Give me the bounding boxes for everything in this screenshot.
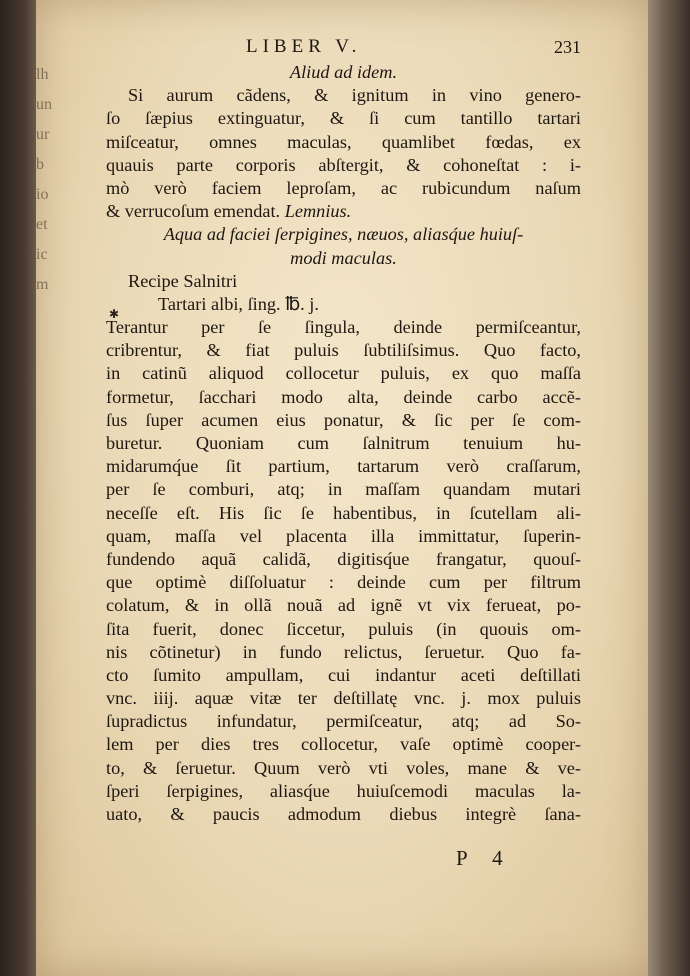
bleed-glyph: ur — [36, 126, 50, 143]
section-heading: modi maculas. — [290, 247, 397, 268]
book-page — [36, 0, 648, 976]
section-heading: Aqua ad faciei ſerpigines, næuos, aliasq́ue huiuſ- — [163, 224, 524, 245]
signature-mark: P 4 — [456, 846, 513, 870]
citation-author: Lemnius. — [284, 201, 352, 222]
text-fragment: & verrucoſum emendat. — [106, 201, 281, 222]
bleed-glyph: un — [36, 96, 52, 113]
text-line: que optimè diſſoluatur : deinde cum per filtrum — [106, 572, 581, 593]
text-line: neceſſe eſt. His ſic ſe habentibus, in ſcutellam ali- — [106, 502, 581, 523]
text-line: vnc. iiij. aquæ vitæ ter deſtillatę vnc. j. mox puluis — [106, 688, 581, 709]
text-line: in catinũ aliquod collocetur puluis, ex quo maſſa — [106, 363, 581, 384]
text-line: per ſe comburi, atq; in maſſam quandam mutari — [106, 479, 581, 500]
recipe-line: Recipe Salnitri — [128, 270, 238, 291]
text-line: mò verò faciem leproſam, ac rubicundum naſum — [106, 177, 581, 198]
bleed-glyph: io — [36, 186, 49, 203]
text-line: fundendo aquã calidã, digitisq́ue frangatur, quouſ- — [106, 548, 581, 569]
running-title: LIBER V. — [246, 36, 362, 57]
recipe-line: Tartari albi, ſing. ℔. j. — [158, 293, 319, 314]
text-line: ſupradictus infundatur, permiſceatur, atq; ad So- — [106, 711, 581, 732]
section-heading: Aliud ad idem. — [289, 62, 398, 82]
bleed-glyph: b — [36, 156, 44, 173]
bleed-glyph: m — [36, 276, 49, 293]
left-page-edge — [0, 0, 36, 976]
asterisk-mark: ✱ — [109, 307, 120, 321]
bleed-glyph: lh — [36, 66, 49, 83]
text-line: cto ſumito ampullam, cui indantur aceti deſtillati — [106, 664, 581, 685]
page-text — [106, 33, 581, 826]
text-line: Terantur per ſe ſingula, deinde permiſceantur, — [106, 317, 581, 338]
text-line: nis cõtinetur) in fundo relictus, ſeruetur. Quo fa- — [106, 641, 581, 662]
bleed-glyph: et — [36, 216, 48, 233]
text-line: colatum, & in ollã nouã ad ignẽ vt vix ferueat, po- — [106, 595, 581, 616]
running-header — [106, 33, 581, 61]
text-line: lem per dies tres collocetur, vaſe optimè cooper- — [106, 734, 581, 755]
margin-bleed-through — [36, 60, 56, 330]
text-line: quauis parte corporis abſtergit, & cohoneſtat : i- — [106, 154, 581, 175]
text-line: cribrentur, & fiat puluis ſubtiliſsimus. Quo facto, — [106, 340, 581, 361]
text-line: formetur, ſacchari modo alta, deinde carbo accẽ- — [106, 386, 581, 407]
text-line: buretur. Quoniam cum ſalnitrum tenuium hu- — [106, 433, 581, 453]
text-line: ſo ſæpius extinguatur, & ſi cum tantillo tartari — [106, 108, 581, 129]
text-line: Si aurum cãdens, & ignitum in vino genero- — [128, 85, 581, 106]
text-line: ſus ſuper acumen eius ponatur, & ſic per ſe com- — [106, 409, 581, 430]
text-line: quam, maſſa vel placenta illa immittatur, ſuperin- — [106, 525, 581, 546]
right-page-edge — [648, 0, 690, 976]
text-line: ſperi ſerpigines, aliasq́ue huiuſcemodi maculas la- — [106, 780, 581, 801]
page-number: 231 — [554, 37, 581, 57]
text-line: uato, & paucis admodum diebus integrè ſana- — [106, 804, 581, 824]
text-line — [106, 200, 581, 223]
text-line: miſceatur, omnes maculas, quamlibet fœdas, ex — [106, 131, 581, 152]
bleed-glyph: ic — [36, 246, 48, 263]
text-line: to, & ſeruetur. Quum verò vti voles, mane & ve- — [106, 757, 581, 778]
text-line: midarumq́ue ſit partium, tartarum verò craſſarum, — [106, 456, 581, 477]
text-line: ſita fuerit, donec ſiccetur, puluis (in quouis om- — [106, 618, 581, 639]
